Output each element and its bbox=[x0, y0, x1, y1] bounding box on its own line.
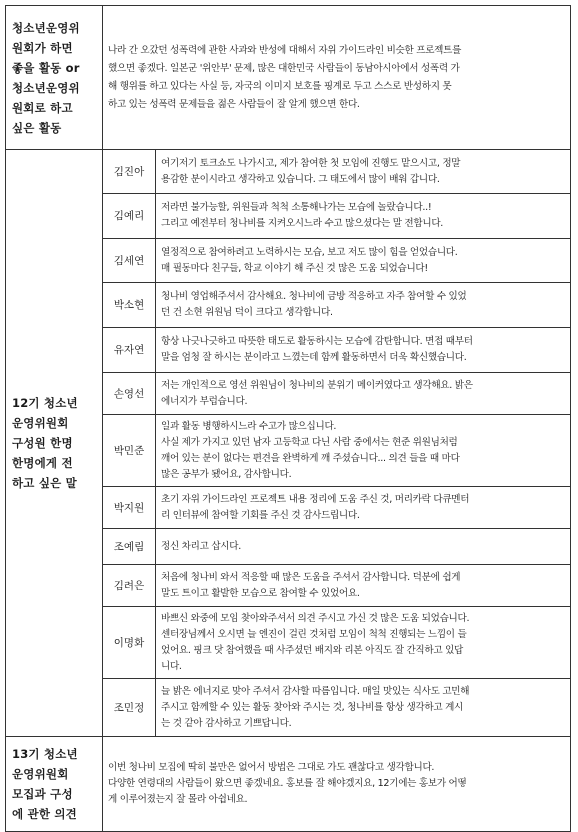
label-line: 운영위원회 bbox=[12, 416, 69, 430]
text-line: 니다. bbox=[161, 660, 182, 672]
member-message bbox=[156, 239, 571, 283]
member-message bbox=[156, 607, 571, 679]
feedback-table bbox=[5, 5, 571, 832]
text-line: 게 이루어졌는지 잘 몰라 아쉽네요. bbox=[108, 794, 248, 805]
label-line: 운영위원회 bbox=[12, 767, 69, 781]
member-name: 김려은 bbox=[103, 565, 156, 607]
member-message bbox=[156, 415, 571, 487]
label-line: 구성원 한명 bbox=[12, 436, 73, 450]
text-line: 처음에 청나비 와서 적응할 때 많은 도움을 주셔서 감사합니다. 덕분에 쉽게 bbox=[161, 571, 461, 583]
member-message bbox=[156, 150, 571, 194]
text-line: 리 인터뷰에 참여할 기회를 주신 것 감사드립니다. bbox=[161, 509, 360, 521]
document-page bbox=[5, 5, 570, 821]
label-line: 12기 청소년 bbox=[12, 396, 78, 410]
label-line: 청소년운영위 bbox=[12, 80, 80, 95]
label-line: 싶은 활동 bbox=[12, 120, 62, 135]
member-name: 김예리 bbox=[103, 194, 156, 239]
member-message bbox=[156, 283, 571, 328]
member-name: 김진아 bbox=[103, 150, 156, 194]
text-line: 다양한 연령대의 사람들이 왔으면 좋겠네요. 홍보를 잘 해야겠지요, 12기에는 홍보가 어떻 bbox=[108, 778, 467, 789]
text-line: 저라면 불가능할, 위원들과 척척 소통해나가는 모습에 놀랐습니다..! bbox=[161, 202, 432, 213]
label-line: 원회가 하면 bbox=[12, 40, 73, 55]
member-message bbox=[156, 529, 571, 565]
member-name: 박지원 bbox=[103, 487, 156, 529]
member-name: 김세연 bbox=[103, 239, 156, 283]
label-line: 모집과 구성 bbox=[12, 787, 73, 801]
section-recruitment-row bbox=[6, 737, 571, 832]
text-line: 초기 자위 가이드라인 프로젝트 내용 정리에 도움 주신 것, 머리카락 다큐멘터 bbox=[161, 493, 470, 505]
text-line: 이번 청나비 모집에 딱히 불만은 없어서 방법은 그대로 가도 괜찮다고 생각합니다. bbox=[108, 762, 435, 773]
member-message bbox=[156, 373, 571, 415]
text-line: 센터장님께서 오시면 늘 엔진이 걸린 것처럼 모임이 척척 진행되는 느낌이 들 bbox=[161, 628, 467, 640]
member-message bbox=[156, 565, 571, 607]
section-activities-text bbox=[103, 6, 571, 150]
member-row bbox=[6, 150, 571, 194]
text-line: 용감한 분이시라고 생각하고 있습니다. 그 태도에서 많이 배워 갑니다. bbox=[161, 173, 440, 185]
text-line: 항상 나긋나긋하고 따뜻한 태도로 활동하시는 모습에 감탄합니다. 면접 때부터 bbox=[161, 336, 473, 347]
text-line: 했으면 좋겠다. 일본군 '위안부' 문제, 많은 대한민국 사람들이 동남아시아에서 성폭력 가 bbox=[108, 62, 460, 74]
member-name: 조예림 bbox=[103, 529, 156, 565]
text-line: 에너지가 부럽습니다. bbox=[161, 395, 248, 407]
text-line: 말을 엄청 잘 하시는 분이라고 느꼈는데 함께 활동하면서 더욱 확신했습니다. bbox=[161, 352, 467, 363]
text-line: 해 행위를 하고 있다는 사실 등, 자국의 이미지 보호를 핑계로 두고 스스로 반성하지 못 bbox=[108, 80, 452, 92]
section-recruitment-label bbox=[6, 737, 103, 832]
text-line: 는 것 같아 감사하고 기쁘답니다. bbox=[161, 717, 292, 729]
text-line: 하고 있는 성폭력 문제들을 젊은 사람들이 잘 알게 했으면 한다. bbox=[108, 98, 360, 110]
text-line: 주시고 함께할 수 있는 활동 찾아와 주시는 것, 청나비를 항상 생각하고 계시 bbox=[161, 701, 464, 713]
member-message bbox=[156, 487, 571, 529]
label-line: 하고 싶은 말 bbox=[12, 476, 77, 490]
text-line: 일과 활동 병행하시느라 수고가 많으십니다. bbox=[161, 420, 337, 432]
text-line: 그리고 예전부터 청나비를 지켜오시느라 수고 많으셨다는 말 전합니다. bbox=[161, 218, 444, 229]
text-line: 늘 밝은 에너지로 맞아 주셔서 감사할 따름입니다. 매일 맛있는 식사도 고민해 bbox=[161, 685, 470, 697]
member-message bbox=[156, 194, 571, 239]
section-activities-label bbox=[6, 6, 103, 150]
label-line: 좋을 활동 or bbox=[12, 60, 80, 75]
section-activities-row bbox=[6, 6, 571, 150]
text-line: 매 필동마다 친구들, 학교 이야기 해 주신 것 많은 도움 되었습니다! bbox=[161, 262, 428, 274]
section-messages-label bbox=[6, 150, 103, 737]
label-line: 청소년운영위 bbox=[12, 20, 80, 35]
text-line: 열정적으로 참여하려고 노력하시는 모습, 보고 저도 많이 힘을 얻었습니다. bbox=[161, 246, 458, 258]
text-line: 정신 차리고 삽시다. bbox=[161, 540, 241, 552]
text-line: 청나비 영업해주셔서 감사해요. 청나비에 금방 적응하고 자주 참여할 수 있었 bbox=[161, 291, 467, 302]
member-name: 박민준 bbox=[103, 415, 156, 487]
text-line: 바쁘신 와중에 모임 찾아와주셔서 의견 주시고 가신 것 많은 도움 되었습니다. bbox=[161, 612, 470, 624]
member-name: 조민정 bbox=[103, 679, 156, 737]
text-line: 사실 제가 가지고 있던 남자 고등학교 다닌 사람 중에서는 현준 위원님처럼 bbox=[161, 436, 458, 448]
member-name: 유자연 bbox=[103, 328, 156, 373]
text-line: 었어요. 핑크 닷 참여했을 때 사주셨던 배지와 리본 아직도 잘 간직하고 있답 bbox=[161, 644, 464, 656]
member-message bbox=[156, 328, 571, 373]
label-line: 원회로 하고 bbox=[12, 100, 73, 115]
text-line: 깨어 있는 분이 없다는 편견을 완벽하게 깨 주셨습니다... 의견 들을 때 마다 bbox=[161, 452, 460, 464]
text-line: 던 건 소현 위원님 덕이 크다고 생각합니다. bbox=[161, 307, 333, 318]
text-line: 저는 개인적으로 영선 위원님이 청나비의 분위기 메이커였다고 생각해요. 밝은 bbox=[161, 379, 473, 391]
label-line: 한명에게 전 bbox=[12, 456, 73, 470]
member-message bbox=[156, 679, 571, 737]
text-line: 말도 트이고 활발한 모습으로 참여할 수 있었어요. bbox=[161, 587, 360, 599]
label-line: 에 관한 의견 bbox=[12, 807, 77, 821]
section-recruitment-text bbox=[103, 737, 571, 832]
text-line: 나라 간 오갔던 성폭력에 관한 사과와 반성에 대해서 자위 가이드라인 비슷한 프로젝트를 bbox=[108, 44, 462, 56]
label-line: 13기 청소년 bbox=[12, 747, 78, 761]
member-name: 손영선 bbox=[103, 373, 156, 415]
member-name: 박소현 bbox=[103, 283, 156, 328]
text-line: 여기저기 토크쇼도 나가시고, 제가 참여한 첫 모임에 진행도 맡으시고, 정말 bbox=[161, 157, 461, 169]
text-line: 많은 공부가 됐어요, 감사합니다. bbox=[161, 468, 292, 480]
member-name: 이명화 bbox=[103, 607, 156, 679]
